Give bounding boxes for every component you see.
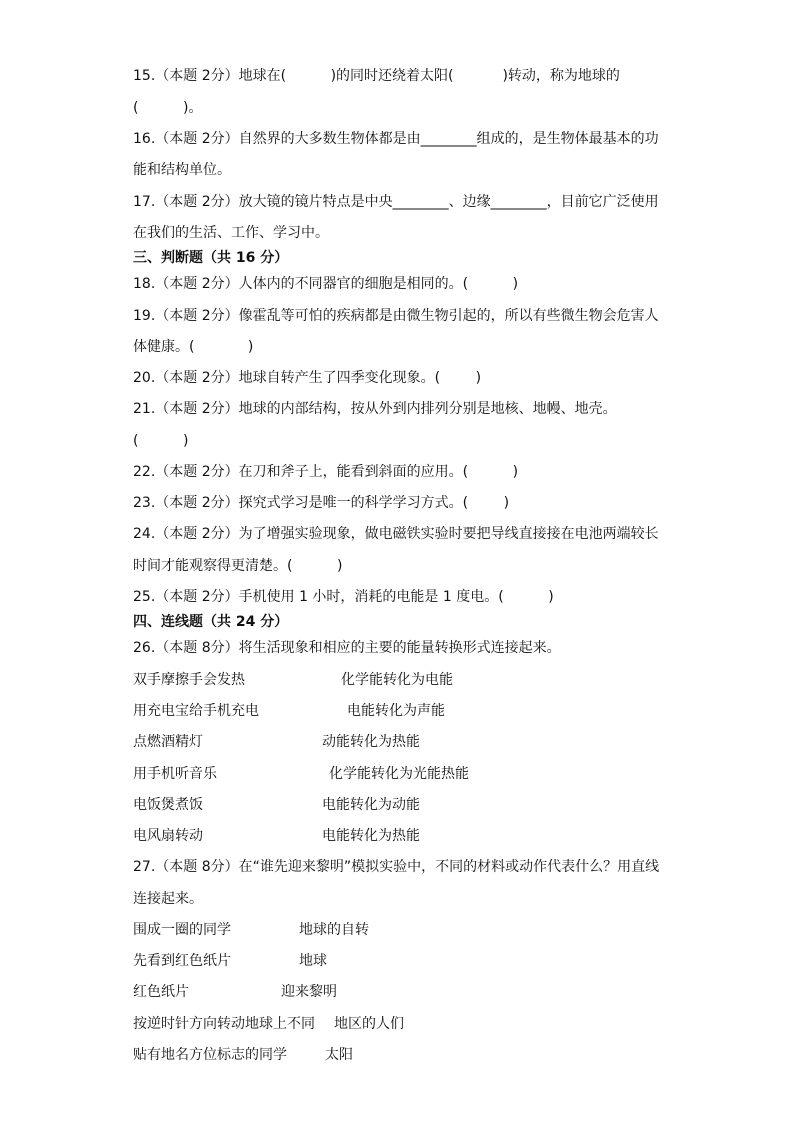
q27-title-line-1: 27.（本题 8分）在“谁先迎来黎明”模拟实验中，不同的材料或动作代表什么？用直线 [133, 859, 660, 875]
q19-line-2: 体健康。( ) [133, 339, 254, 355]
q26-left-item: 电风扇转动 [133, 828, 203, 844]
section-4-heading: 四、连线题（共 24 分） [133, 614, 289, 630]
q15-line-2: ( )。 [133, 100, 203, 116]
q20: 20.（本题 2分）地球自转产生了四季变化现象。( ) [133, 370, 482, 386]
q17-line-2: 在我们的生活、工作、学习中。 [133, 225, 329, 241]
q21-line-2: ( ) [133, 433, 189, 449]
q26-right-item: 化学能转化为光能热能 [329, 766, 469, 782]
q27-right-item: 地球 [299, 953, 327, 969]
q26-left-item: 电饭煲煮饭 [133, 797, 203, 813]
q27-left-item: 先看到红色纸片 [133, 953, 231, 969]
q27-right-item: 地区的人们 [334, 1016, 404, 1032]
section-3-heading: 三、判断题（共 16 分） [133, 250, 289, 266]
q27-left-item: 贴有地名方位标志的同学 [133, 1047, 287, 1063]
q27-left-item: 红色纸片 [133, 984, 189, 1000]
q26-title: 26.（本题 8分）将生活现象和相应的主要的能量转换形式连接起来。 [133, 640, 561, 656]
q26-right-item: 化学能转化为电能 [341, 672, 453, 688]
q16-line-1: 16.（本题 2分）自然界的大多数生物体都是由________组成的，是生物体最基本的功 [133, 131, 659, 147]
q26-left-item: 点燃酒精灯 [133, 734, 203, 750]
q26-right-item: 电能转化为热能 [322, 828, 420, 844]
q27-title-line-2: 连接起来。 [133, 891, 203, 907]
q27-left-item: 围成一圈的同学 [133, 922, 231, 938]
q27-right-item: 地球的自转 [299, 922, 369, 938]
q26-left-item: 用充电宝给手机充电 [133, 703, 259, 719]
q15-line-1: 15.（本题 2分）地球在( )的同时还绕着太阳( )转动，称为地球的 [133, 68, 620, 84]
q16-line-2: 能和结构单位。 [133, 162, 231, 178]
q26-right-item: 电能转化为声能 [347, 703, 445, 719]
q27-left-item: 按逆时针方向转动地球上不同 [133, 1016, 315, 1032]
q22: 22.（本题 2分）在刀和斧子上，能看到斜面的应用。( ) [133, 464, 519, 480]
q27-right-item: 迎来黎明 [281, 984, 337, 1000]
q26-right-item: 电能转化为动能 [322, 797, 420, 813]
q17-line-1: 17.（本题 2分）放大镜的镜片特点是中央________、边缘________，目前它广泛使用 [133, 194, 659, 210]
q21-line-1: 21.（本题 2分）地球的内部结构，按从外到内排列分别是地核、地幔、地壳。 [133, 401, 617, 417]
q26-right-item: 动能转化为热能 [322, 734, 420, 750]
q27-right-item: 太阳 [325, 1047, 353, 1063]
q18: 18.（本题 2分）人体内的不同器官的细胞是相同的。( ) [133, 276, 519, 292]
q26-left-item: 用手机听音乐 [133, 766, 217, 782]
q24-line-2: 时间才能观察得更清楚。( ) [133, 558, 343, 574]
q23: 23.（本题 2分）探究式学习是唯一的科学学习方式。( ) [133, 495, 510, 511]
q26-left-item: 双手摩擦手会发热 [133, 672, 245, 688]
q24-line-1: 24.（本题 2分）为了增强实验现象，做电磁铁实验时要把导线直接接在电池两端较长 [133, 526, 659, 542]
q19-line-1: 19.（本题 2分）像霍乱等可怕的疾病都是由微生物引起的，所以有些微生物会危害人 [133, 308, 659, 324]
q25: 25.（本题 2分）手机使用 1 小时，消耗的电能是 1 度电。( ) [133, 589, 554, 605]
